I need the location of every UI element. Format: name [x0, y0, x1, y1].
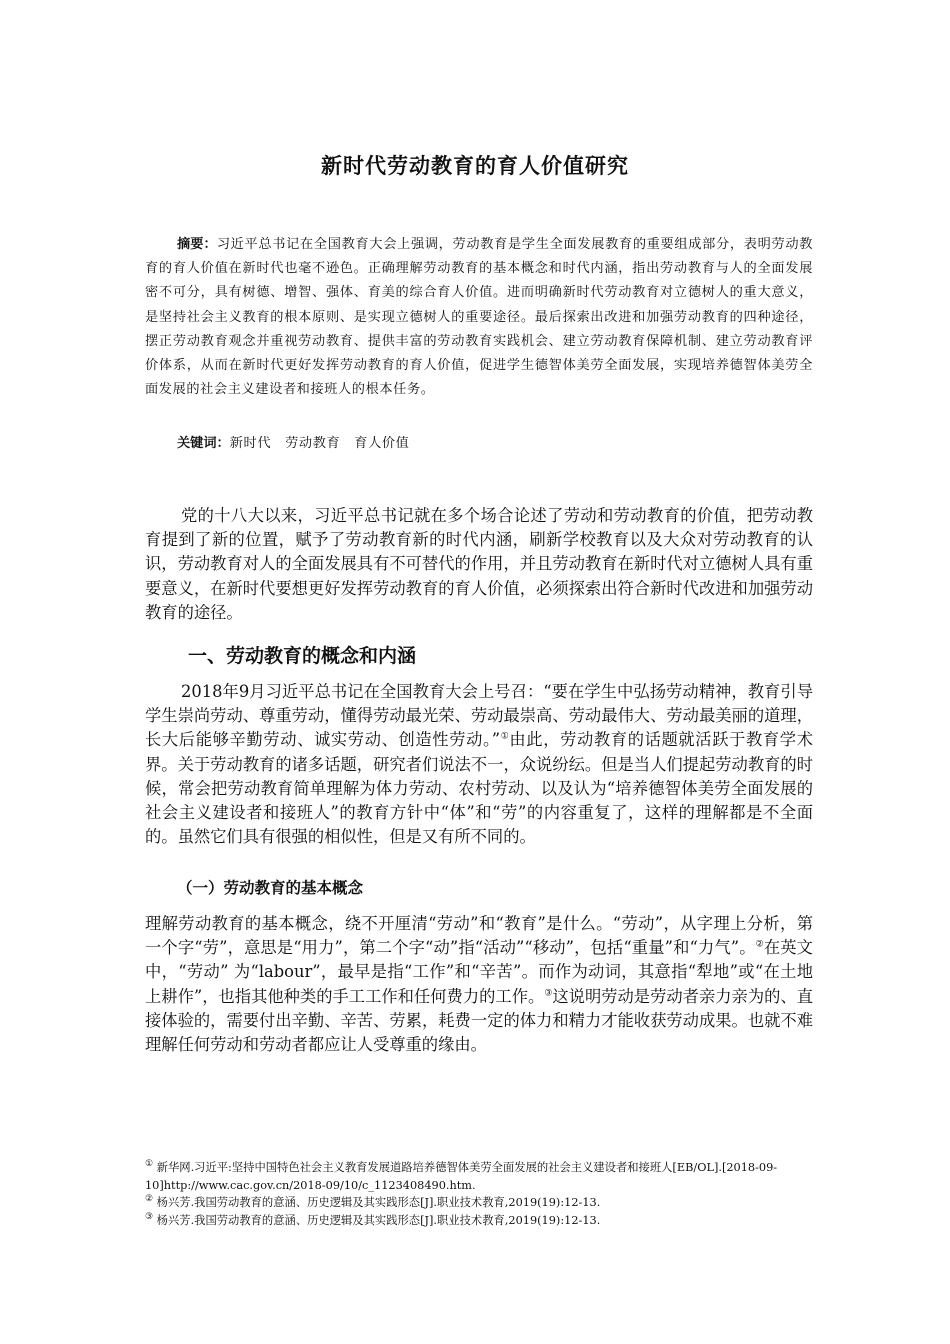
footnote-mark: ② — [145, 1194, 154, 1205]
section1-paragraph — [145, 680, 813, 849]
footnotes — [145, 1159, 813, 1229]
footnote-ref: ① — [500, 731, 510, 742]
keyword: 新时代 — [229, 436, 272, 451]
footnote — [145, 1194, 813, 1212]
footnote-text: 杨兴芳.我国劳动教育的意涵、历史逻辑及其实践形态[J].职业技术教育,2019(19):12-13. — [156, 1196, 601, 1209]
subsection-heading: （一）劳动教育的基本概念 — [177, 879, 364, 897]
footnote-mark: ① — [145, 1159, 154, 1170]
section-heading: 一、劳动教育的概念和内涵 — [188, 645, 417, 667]
footnote-separator — [145, 1150, 325, 1151]
footnote — [145, 1159, 813, 1194]
footnote-ref: ③ — [544, 988, 553, 999]
footnote-text: 杨兴芳.我国劳动教育的意涵、历史逻辑及其实践形态[J].职业技术教育,2019(19):12-13. — [156, 1213, 601, 1227]
section1-text-b: 由此，劳动教育的话题就活跃于教育学术界。关于劳动教育的诸多话题，研究者们说法不一，众说纷纭。但是当人们提起劳动教育的时候，常会把劳动教育简单理解为体力劳动、农村劳动、以及认为“培养德智体美劳全面发展的社会主义建设者和接班人”的教育方针中“体”和“劳”的内容重复了，这样的理解都是不全面的。虽然它们具有很强的相似性，但是又有所不同的。 — [145, 730, 813, 847]
keywords-label: 关键词： — [177, 436, 230, 451]
subsection1-paragraph — [145, 912, 813, 1057]
subsection1-text-c: 这说明劳动是劳动者亲力亲为的、直接体验的，需要付出辛勤、辛苦、劳累，耗费一定的体力和精力才能收获劳动成果。也就不难理解任何劳动和劳动者都应让人受尊重的缘由。 — [145, 986, 813, 1055]
abstract — [145, 233, 813, 402]
footnote — [145, 1212, 813, 1230]
subsection1-text-b: 在英文中，“劳动” 为“labour”，最早是指“工作”和“辛苦”。而作为动词，其意指“犁地”或“在土地上耕作”，也指其他种类的手工工作和任何费力的工作。 — [145, 938, 813, 1006]
abstract-label: 摘要： — [177, 237, 217, 252]
footnote-ref: ② — [755, 939, 764, 950]
footnote-text: 新华网.习近平:坚持中国特色社会主义教育发展道路培养德智体美劳全面发展的社会主义建设者和接班人[EB/OL].[2018-09-10]http://www.cac.gov.cn/2018-09/10/c_1123408490.htm. — [145, 1161, 778, 1192]
page-title: 新时代劳动教育的育人价值研究 — [321, 154, 629, 178]
footnote-mark: ③ — [145, 1211, 154, 1222]
section1-text-a: 2018年9月习近平总书记在全国教育大会上号召：“要在学生中弘扬劳动精神，教育引导学生崇尚劳动、尊重劳动，懂得劳动最光荣、劳动最崇高、劳动最伟大、劳动最美丽的道理，长大后能够辛勤劳动、诚实劳动、创造性劳动。” — [145, 682, 813, 750]
keyword: 劳动教育 — [285, 436, 341, 451]
subsection1-text-a: 理解劳动教育的基本概念，绕不开厘清“劳动”和“教育”是什么。“劳动”，从字理上分析，第一个字“劳”，意思是“用力”，第二个字“动”指“活动”“移动”，包括“重量”和“力气”。 — [145, 914, 813, 958]
keyword: 育人价值 — [354, 436, 410, 451]
abstract-text: 习近平总书记在全国教育大会上强调，劳动教育是学生全面发展教育的重要组成部分，表明劳动教育的育人价值在新时代也毫不逊色。正确理解劳动教育的基本概念和时代内涵，指出劳动教育与人的全面发展密不可分，具有树德、增智、强体、育美的综合育人价值。进而明确新时代劳动教育对立德树人的重大意义，是坚持社会主义教育的根本原则、是实现立德树人的重要途径。最后探索出改进和加强劳动教育的四种途径，摆正劳动教育观念并重视劳动教育、提供丰富的劳动教育实践机会、建立劳动教育保障机制、建立劳动教育评价体系，从而在新时代更好发挥劳动教育的育人价值，促进学生德智体美劳全面发展，实现培养德智体美劳全面发展的社会主义建设者和接班人的根本任务。 — [145, 237, 814, 398]
intro-paragraph: 党的十八大以来，习近平总书记就在多个场合论述了劳动和劳动教育的价值，把劳动教育提到了新的位置，赋予了劳动教育新的时代内涵，刷新学校教育以及大众对劳动教育的认识，劳动教育对人的全面发展具有不可替代的作用，并且劳动教育在新时代对立德树人具有重要意义，在新时代要想更好发挥劳动教育的育人价值，必须探索出符合新时代改进和加强劳动教育的途径。 — [145, 506, 813, 622]
keywords — [177, 432, 423, 451]
